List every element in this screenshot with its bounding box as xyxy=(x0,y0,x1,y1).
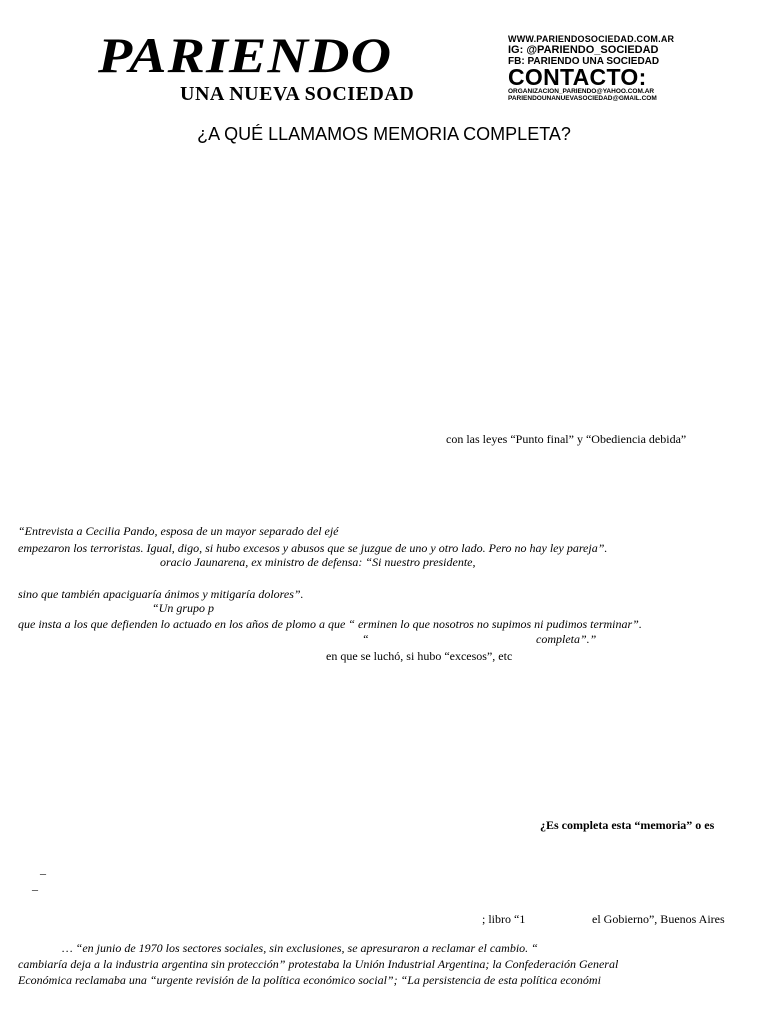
text-line: … “en junio de 1970 los sectores sociales, sin exclusiones, se apresuraron a reclamar el cambio. “ xyxy=(62,941,538,955)
text-line: en que se luchó, si hubo “excesos”, etc xyxy=(326,649,513,663)
text-line: ¿Es completa esta “memoria” o es xyxy=(540,818,715,832)
email-2: PARIENDOUNANUEVASOCIEDAD@GMAIL.COM xyxy=(508,95,657,102)
text-line: Económica reclamaba una “urgente revisión de la política económico social”; “La persistencia de esta política económi xyxy=(18,973,601,987)
text-line: cambiaría deja a la industria argentina sin protección” protestaba la Unión Industrial Argentina; la Confederación General xyxy=(18,957,619,971)
text-line: que insta a los que defienden lo actuado en los años de plomo a que “ erminen lo que nosotros no supimos ni pudimos terminar”. xyxy=(18,617,642,631)
text-line: con las leyes “Punto final” y “Obediencia debida” xyxy=(446,432,687,446)
text-line: empezaron los terroristas. Igual, digo, si hubo excesos y abusos que se juzgue de uno y otro lado. Pero no hay ley pareja”. xyxy=(18,541,608,555)
contact-label: CONTACTO: xyxy=(508,64,647,90)
logo-title: PARIENDO xyxy=(98,27,393,83)
text-line: _ xyxy=(32,878,38,892)
email-1: ORGANIZACION_PARIENDO@YAHOO.COM.AR xyxy=(508,88,655,95)
text-line: ; libro “1 xyxy=(482,912,526,926)
facebook-text: FB: PARIENDO UNA SOCIEDAD xyxy=(508,56,660,67)
text-line: “Un grupo p xyxy=(152,601,215,615)
text-line: el Gobierno”, Buenos Aires xyxy=(592,912,725,926)
logo-subtitle: UNA NUEVA SOCIEDAD xyxy=(180,83,415,105)
text-line: “Entrevista a Cecilia Pando, esposa de un mayor separado del ejé xyxy=(18,524,339,538)
text-line: “ xyxy=(362,632,369,646)
instagram-text: IG: @PARIENDO_SOCIEDAD xyxy=(508,44,659,56)
website-text: WWW.PARIENDOSOCIEDAD.COM.AR xyxy=(508,34,675,44)
text-line: sino que también apaciguaría ánimos y mitigaría dolores”. xyxy=(18,587,304,601)
text-line: oracio Jaunarena, ex ministro de defensa: “Si nuestro presidente, xyxy=(160,555,476,569)
page-title: ¿A QUÉ LLAMAMOS MEMORIA COMPLETA? xyxy=(197,124,571,144)
text-line: completa”.” xyxy=(536,632,597,646)
text-line: _ xyxy=(40,862,46,876)
